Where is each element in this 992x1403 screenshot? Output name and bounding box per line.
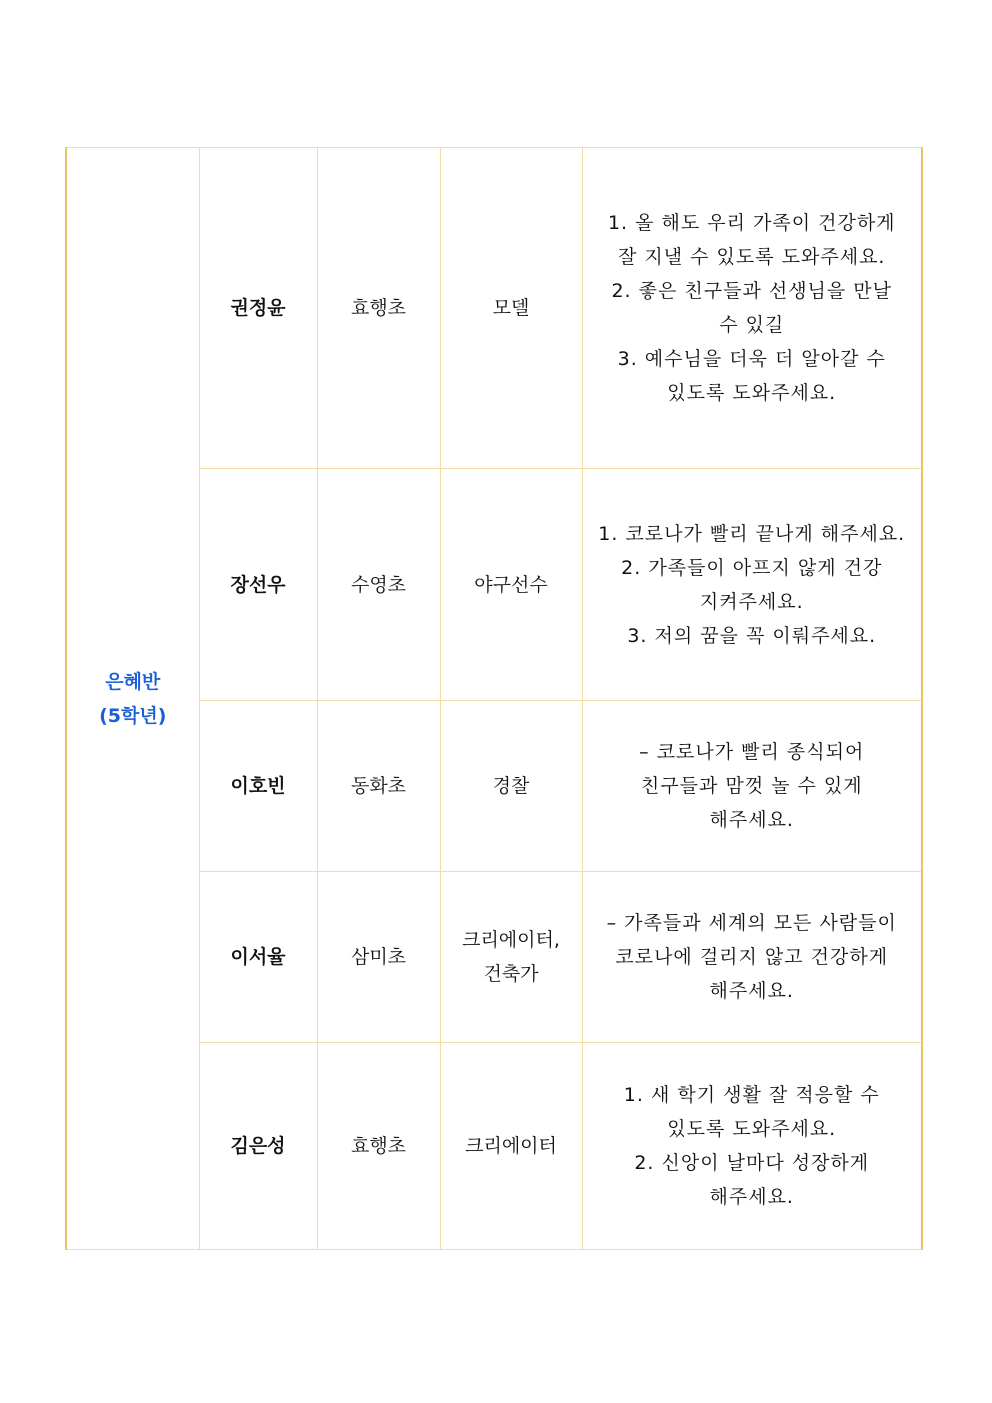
student-dream: 크리에이터: [440, 1043, 582, 1250]
student-prayer: – 코로나가 빨리 종식되어 친구들과 맘껏 놀 수 있게 해주세요.: [582, 701, 922, 872]
group-cell: [66, 148, 199, 1250]
student-dream: 경찰: [440, 701, 582, 872]
student-name: 이호빈: [199, 701, 317, 872]
student-school: 효행초: [317, 1043, 440, 1250]
student-school: 동화초: [317, 701, 440, 872]
student-name: 권정윤: [199, 148, 317, 469]
student-dream: 모델: [440, 148, 582, 469]
student-name: 이서율: [199, 872, 317, 1043]
table-row: [66, 148, 922, 469]
student-school: 수영초: [317, 469, 440, 701]
student-name: 김은성: [199, 1043, 317, 1250]
student-prayer: 1. 올 해도 우리 가족이 건강하게 잘 지낼 수 있도록 도와주세요. 2. 좋은 친구들과 선생님을 만날 수 있길 3. 예수님을 더욱 더 알아갈 수 있도록 도와주세요.: [582, 148, 922, 469]
student-school: 삼미초: [317, 872, 440, 1043]
student-prayer: – 가족들과 세계의 모든 사람들이 코로나에 걸리지 않고 건강하게 해주세요.: [582, 872, 922, 1043]
group-grade: (5학년): [99, 704, 167, 727]
student-dream: 야구선수: [440, 469, 582, 701]
group-name: 은혜반: [105, 670, 161, 693]
student-prayer: 1. 새 학기 생활 잘 적응할 수 있도록 도와주세요. 2. 신앙이 날마다 성장하게 해주세요.: [582, 1043, 922, 1250]
student-name: 장선우: [199, 469, 317, 701]
student-prayer: 1. 코로나가 빨리 끝나게 해주세요. 2. 가족들이 아프지 않게 건강 지켜주세요. 3. 저의 꿈을 꼭 이뤄주세요.: [582, 469, 922, 701]
student-dream: 크리에이터, 건축가: [440, 872, 582, 1043]
prayer-table: [65, 147, 923, 1250]
student-school: 효행초: [317, 148, 440, 469]
